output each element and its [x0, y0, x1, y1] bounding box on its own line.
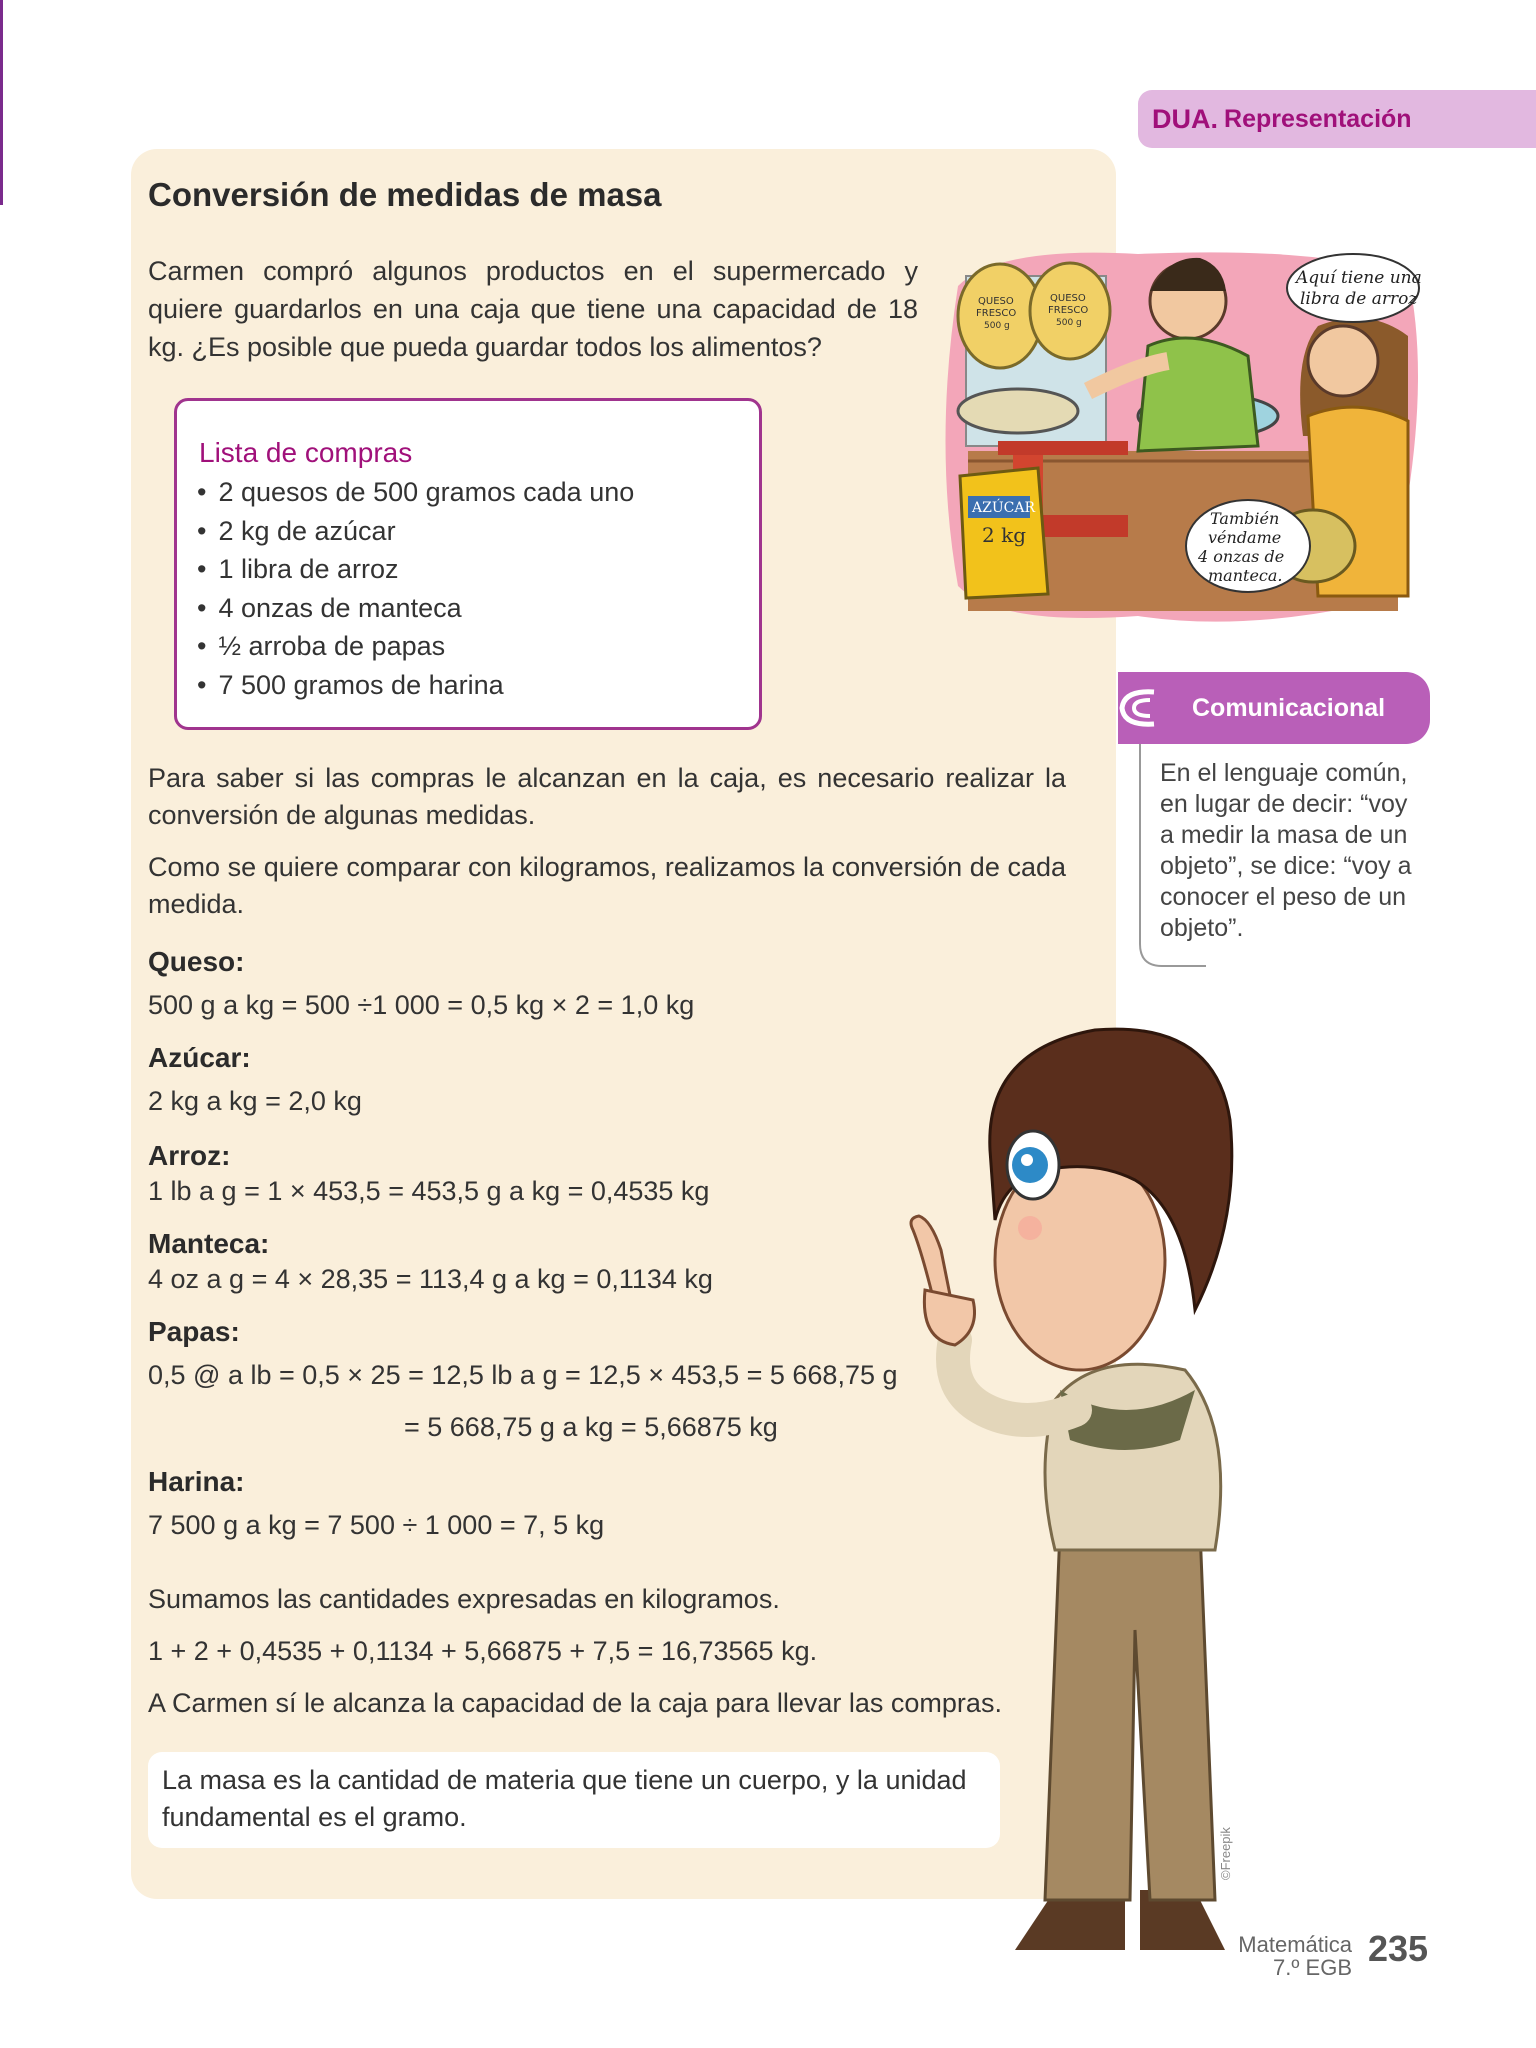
list-item: • 4 onzas de manteca	[197, 589, 634, 628]
conversion-formula-papas-2: = 5 668,75 g a kg = 5,66875 kg	[404, 1412, 778, 1442]
speech-text: 4 onzas de	[1198, 547, 1285, 566]
conversion-label-azucar: Azúcar:	[148, 1042, 251, 1073]
conversion-formula-harina: 7 500 g a kg = 7 500 ÷ 1 000 = 7, 5 kg	[148, 1510, 605, 1540]
conversion-label-manteca: Manteca:	[148, 1228, 270, 1259]
dua-section: Representación	[1224, 104, 1412, 133]
footer-grade: 7.º EGB	[1273, 1955, 1352, 1980]
left-edge-rule	[0, 0, 3, 205]
speech-text: manteca.	[1208, 566, 1283, 585]
paragraph-2: Como se quiere comparar con kilogramos, realizamos la conversión de cada medida.	[148, 852, 1066, 919]
speech-bubble-seller	[1287, 254, 1422, 322]
list-item: • 2 quesos de 500 gramos cada uno	[197, 473, 634, 512]
summary-line-3: A Carmen sí le alcanza la capacidad de la caja para llevar las compras.	[148, 1688, 1002, 1718]
jar-label: FRESCO	[1048, 305, 1089, 316]
conversion-label-papas: Papas:	[148, 1316, 240, 1347]
sugar-sack	[960, 468, 1048, 598]
conversion-formula-azucar: 2 kg a kg = 2,0 kg	[148, 1086, 362, 1116]
conversion-label-arroz: Arroz:	[148, 1140, 231, 1171]
boy-illustration	[895, 1010, 1295, 1958]
speech-bubble-buyer	[1186, 500, 1310, 592]
speech-text: véndame	[1208, 528, 1282, 547]
intro-paragraph: Carmen compró algunos productos en el supermercado y quiere guardarlos en una caja que tiene una capacidad de 18 kg. ¿Es posible que pueda guardar todos los alimentos?	[148, 256, 918, 362]
comunicacional-text: En el lenguaje común, en lugar de decir: “voy a medir la masa de un objeto”, se dice: “voy a conocer el peso de un objeto”.	[1160, 759, 1412, 942]
conversion-label-queso: Queso:	[148, 946, 245, 977]
list-item: • 7 500 gramos de harina	[197, 666, 634, 705]
list-item: • 2 kg de azúcar	[197, 512, 634, 551]
sack-label: 2 kg	[982, 523, 1027, 547]
jar-label: 500 g	[1056, 318, 1082, 328]
jar-label: QUESO	[1050, 293, 1086, 304]
definition-text: La masa es la cantidad de materia que tiene un cuerpo, y la unidad fundamental es el gramo.	[162, 1765, 967, 1832]
jar-label: FRESCO	[976, 308, 1017, 319]
jar-label: QUESO	[978, 296, 1014, 307]
speech-text: Aquí tiene una	[1296, 268, 1422, 288]
summary-line-1: Sumamos las cantidades expresadas en kilogramos.	[148, 1584, 780, 1614]
list-item: • 1 libra de arroz	[197, 550, 634, 589]
conversion-label-harina: Harina:	[148, 1466, 245, 1497]
sack-label: AZÚCAR	[972, 500, 1035, 516]
speech-text: libra de arroz	[1300, 289, 1418, 309]
shopping-list-title: Lista de compras	[199, 437, 413, 468]
shopping-list-box	[174, 398, 762, 730]
jar-label: 500 g	[984, 321, 1010, 331]
conversion-formula-arroz: 1 lb a g = 1 × 453,5 = 453,5 g a kg = 0,4535 kg	[148, 1176, 710, 1206]
dua-tab	[1138, 90, 1536, 148]
shopping-list	[197, 473, 634, 704]
section-title: Conversión de medidas de masa	[148, 176, 662, 213]
definition-note	[148, 1752, 1000, 1848]
paragraph-1: Para saber si las compras le alcanzan en la caja, es necesario realizar la conversión de algunas medidas.	[148, 763, 1066, 830]
summary-line-2: 1 + 2 + 0,4535 + 0,1134 + 5,66875 + 7,5 = 16,73565 kg.	[148, 1636, 818, 1666]
conversion-formula-papas: 0,5 @ a lb = 0,5 × 25 = 12,5 lb a g = 12,5 × 453,5 = 5 668,75 g	[148, 1360, 898, 1390]
footer-subject	[1220, 1933, 1352, 1979]
page-number: 235	[1368, 1928, 1429, 1969]
conversion-formula-queso: 500 g a kg = 500 ÷1 000 = 0,5 kg × 2 = 1,0 kg	[148, 990, 695, 1020]
comunicacional-icon	[1114, 686, 1166, 730]
speech-text: También	[1210, 509, 1280, 528]
comunicacional-title: Comunicacional	[1192, 694, 1386, 722]
list-item: • ½ arroba de papas	[197, 627, 634, 666]
dua-dot: .	[1210, 103, 1219, 134]
shop-illustration	[938, 246, 1422, 624]
comunicacional-tab	[1118, 672, 1430, 744]
image-credit: ©Freepik	[1218, 1827, 1233, 1880]
footer-subject-name: Matemática	[1238, 1932, 1352, 1957]
dua-label: DUA	[1152, 103, 1211, 134]
cheese-jar-2	[1030, 263, 1110, 359]
conversion-formula-manteca: 4 oz a g = 4 × 28,35 = 113,4 g a kg = 0,1134 kg	[148, 1264, 713, 1294]
